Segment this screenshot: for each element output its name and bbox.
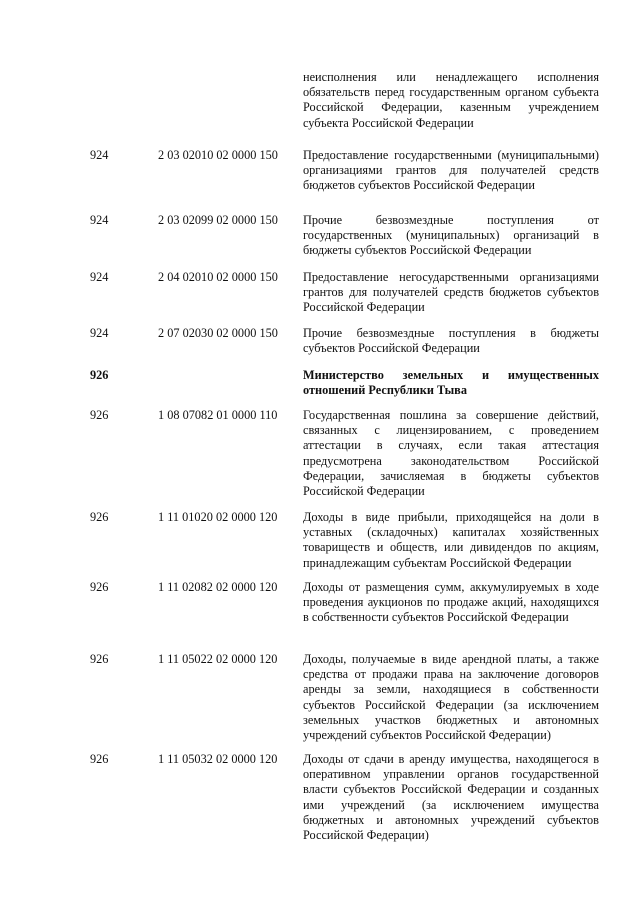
admin-code: 924 (90, 213, 109, 227)
admin-code: 926 (90, 752, 109, 766)
income-description: Предоставление государственными (муниципальными) организациями грантов для получателей средств бюджетов субъектов Российской Федерации (303, 148, 599, 193)
admin-code: 926 (90, 580, 109, 594)
section-title: Министерство земельных и имущественных отношений Республики Тыва (303, 368, 599, 398)
income-code: 2 04 02010 02 0000 150 (158, 270, 278, 284)
income-description: Доходы от сдачи в аренду имущества, находящегося в оперативном управлении органов государственной власти субъектов Российской Федерации и созданных ими учреждений (за исключением имущества бюджетных и автономных учреждений субъектов Российской Федерации) (303, 752, 599, 843)
admin-code: 926 (90, 652, 109, 666)
income-code: 1 11 01020 02 0000 120 (158, 510, 278, 524)
income-description: Доходы от размещения сумм, аккумулируемых в ходе проведения аукционов по продаже акций, находящихся в собственности субъектов Российской Федерации (303, 580, 599, 625)
income-description: Предоставление негосударственными организациями грантов для получателей средств бюджетов субъектов Российской Федерации (303, 270, 599, 315)
admin-code: 924 (90, 148, 109, 162)
income-description: Прочие безвозмездные поступления в бюджеты субъектов Российской Федерации (303, 326, 599, 356)
income-code: 2 07 02030 02 0000 150 (158, 326, 278, 340)
admin-code: 926 (90, 510, 109, 524)
admin-code: 924 (90, 270, 109, 284)
income-description: Государственная пошлина за совершение действий, связанных с лицензированием, с проведением аттестации в случаях, если такая аттестация предусмотрена законодательством Российской Федерации, зачисляемая в бюджеты субъектов Российской Федерации (303, 408, 599, 499)
income-code: 1 08 07082 01 0000 110 (158, 408, 278, 422)
income-code: 1 11 02082 02 0000 120 (158, 580, 278, 594)
income-code: 2 03 02010 02 0000 150 (158, 148, 278, 162)
admin-code: 926 (90, 368, 109, 382)
continued-description: неисполнения или ненадлежащего исполнения обязательств перед государственным органом субъекта Российской Федерации, казенным учреждением субъекта Российской Федерации (303, 70, 599, 130)
income-description: Доходы, получаемые в виде арендной платы, а также средства от продажи права на заключение договоров аренды за земли, находящиеся в собственности субъектов Российской Федерации (за исключением земельных участков бюджетных и автономных учреждений субъектов Российской Федерации) (303, 652, 599, 743)
income-code: 1 11 05022 02 0000 120 (158, 652, 278, 666)
income-code: 2 03 02099 02 0000 150 (158, 213, 278, 227)
income-description: Доходы в виде прибыли, приходящейся на доли в уставных (складочных) капиталах хозяйственных товариществ и обществ, или дивидендов по акциям, принадлежащим субъектам Российской Федерации (303, 510, 599, 570)
admin-code: 926 (90, 408, 109, 422)
admin-code: 924 (90, 326, 109, 340)
income-code: 1 11 05032 02 0000 120 (158, 752, 278, 766)
income-description: Прочие безвозмездные поступления от государственных (муниципальных) организаций в бюджеты субъектов Российской Федерации (303, 213, 599, 258)
